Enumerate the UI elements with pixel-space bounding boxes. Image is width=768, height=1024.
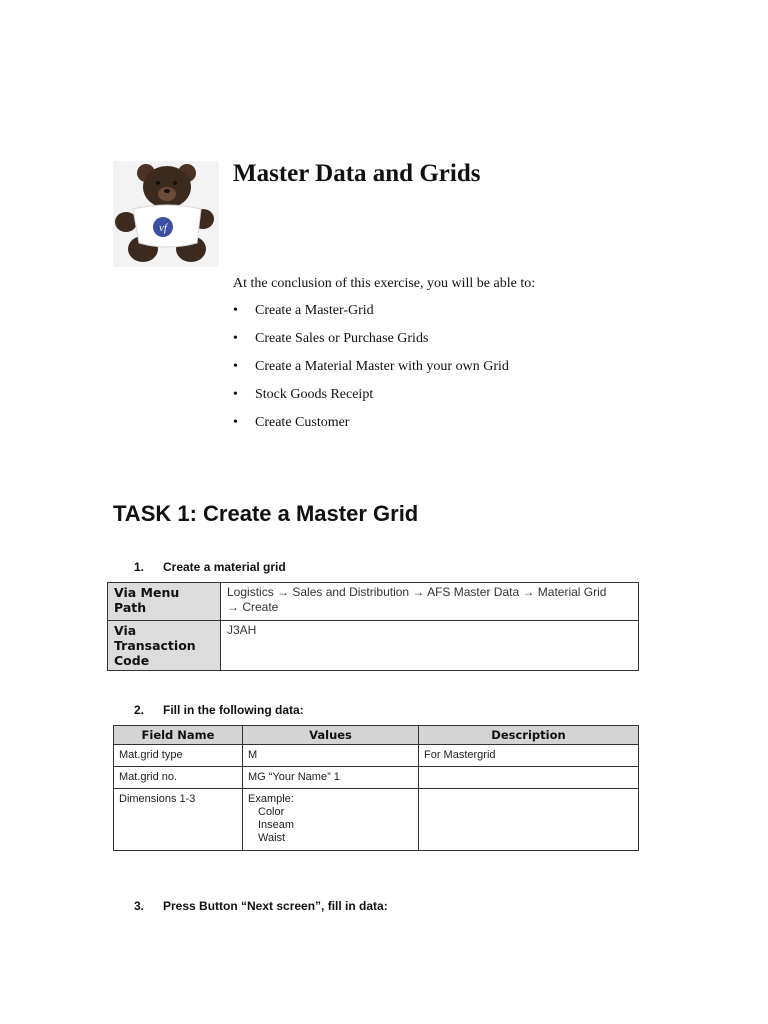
list-item: • Create a Material Master with your own Grid <box>233 359 509 374</box>
step-2: 2. Fill in the following data: <box>134 703 304 717</box>
table-cell: MG “Your Name” 1 <box>243 767 419 789</box>
step-3: 3. Press Button “Next screen”, fill in data: <box>134 899 388 913</box>
bullet-icon: • <box>233 415 238 430</box>
table-header-cell: Via Menu Path <box>108 583 221 621</box>
list-item: • Stock Goods Receipt <box>233 387 374 402</box>
bullet-icon: • <box>233 303 238 318</box>
table-row <box>114 745 639 767</box>
column-header-field: Field Name <box>114 726 243 745</box>
grid-data-table <box>113 725 639 851</box>
column-header-values: Values <box>243 726 419 745</box>
teddy-bear-logo <box>113 161 219 267</box>
list-item: Color <box>258 806 285 818</box>
table-cell: For Mastergrid <box>419 745 639 767</box>
table-cell <box>419 789 639 851</box>
list-item: Inseam <box>258 819 295 831</box>
table-row <box>114 789 639 851</box>
table-row <box>108 621 639 671</box>
list-item: • Create a Master-Grid <box>233 303 374 318</box>
objectives-list <box>233 302 509 442</box>
intro-text: At the conclusion of this exercise, you will be able to: <box>233 276 536 291</box>
table-cell: Mat.grid type <box>114 745 243 767</box>
page-title: Master Data and Grids <box>233 160 481 187</box>
column-header-description: Description <box>419 726 639 745</box>
table-cell: J3AH <box>221 621 639 671</box>
bullet-icon: • <box>233 331 238 346</box>
bullet-icon: • <box>233 359 238 374</box>
table-cell: M <box>243 745 419 767</box>
table-row <box>108 583 639 621</box>
table-header-row <box>114 726 639 745</box>
list-item: Waist <box>258 832 286 844</box>
table-header-cell: Via Transaction Code <box>108 621 221 671</box>
example-list <box>248 806 413 845</box>
bullet-icon: • <box>233 387 238 402</box>
bear-logo-text: vf <box>159 222 167 234</box>
table-cell: Logistics → Sales and Distribution → AFS Master Data → Material Grid → Create <box>221 583 639 621</box>
list-item: • Create Sales or Purchase Grids <box>233 331 429 346</box>
table-cell <box>419 767 639 789</box>
table-cell: Mat.grid no. <box>114 767 243 789</box>
table-cell: Dimensions 1-3 <box>114 789 243 851</box>
table-cell: Example: Color Inseam Waist <box>243 789 419 851</box>
step-1: 1. Create a material grid <box>134 560 286 574</box>
navigation-table <box>107 582 639 671</box>
table-row <box>114 767 639 789</box>
task-heading: TASK 1: Create a Master Grid <box>113 501 419 526</box>
list-item: • Create Customer <box>233 415 350 430</box>
